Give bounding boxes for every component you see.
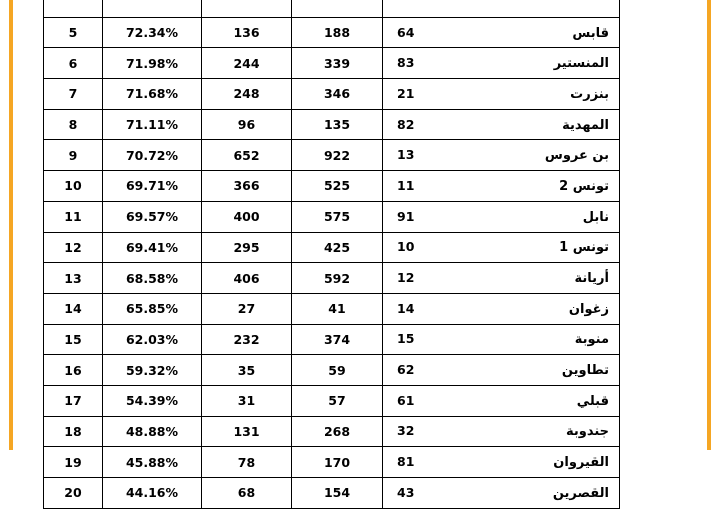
table-row [44, 355, 620, 386]
count-b-cell: 57 [292, 385, 383, 416]
governorate-cell [383, 232, 620, 263]
governorate-cell [383, 109, 620, 140]
governorate-name: المهدية [562, 117, 609, 133]
table-row [44, 232, 620, 263]
rate-cell: 69.57% [103, 201, 202, 232]
governorate-name: تونس 1 [559, 240, 609, 256]
count-b-cell: 374 [292, 324, 383, 355]
count-a-cell: 366 [202, 171, 292, 202]
rate-cell: 72.34% [103, 17, 202, 48]
count-a-cell: 27 [202, 293, 292, 324]
rate-cell: 69.41% [103, 232, 202, 263]
governorate-code: 61 [397, 392, 415, 408]
governorate-cell [383, 293, 620, 324]
count-b-cell: 154 [292, 478, 383, 509]
rank-cell [44, 0, 103, 17]
rate-cell: 68.58% [103, 263, 202, 294]
count-b-cell: 575 [292, 201, 383, 232]
governorate-code: 13 [397, 147, 415, 163]
governorate-cell [383, 0, 620, 17]
governorate-cell [383, 416, 620, 447]
governorate-name: قبلي [576, 393, 609, 409]
count-b-cell [292, 0, 383, 17]
rate-cell: 65.85% [103, 293, 202, 324]
governorate-code: 91 [397, 208, 415, 224]
rate-cell: 54.39% [103, 385, 202, 416]
table-row [44, 201, 620, 232]
count-a-cell: 131 [202, 416, 292, 447]
rate-cell: 44.16% [103, 478, 202, 509]
table-row [44, 385, 620, 416]
count-a-cell: 652 [202, 140, 292, 171]
count-a-cell: 406 [202, 263, 292, 294]
rank-cell: 8 [44, 109, 103, 140]
governorate-cell [383, 447, 620, 478]
governorate-code: 81 [397, 454, 415, 470]
page-frame-left-border [9, 0, 13, 450]
rank-cell: 6 [44, 48, 103, 79]
rank-cell: 14 [44, 293, 103, 324]
count-b-cell: 268 [292, 416, 383, 447]
table-row [44, 324, 620, 355]
table-row [44, 140, 620, 171]
count-b-cell: 922 [292, 140, 383, 171]
count-a-cell: 96 [202, 109, 292, 140]
rank-cell: 10 [44, 171, 103, 202]
governorate-code: 62 [397, 362, 415, 378]
governorate-name: تونس 2 [559, 178, 609, 194]
rate-cell: 71.11% [103, 109, 202, 140]
count-a-cell: 35 [202, 355, 292, 386]
rank-cell: 18 [44, 416, 103, 447]
count-b-cell: 339 [292, 48, 383, 79]
rank-cell: 9 [44, 140, 103, 171]
governorate-cell [383, 385, 620, 416]
table-row [44, 109, 620, 140]
governorate-code: 21 [397, 85, 415, 101]
count-b-cell: 59 [292, 355, 383, 386]
governorate-name: تطاوين [561, 363, 609, 379]
table-row [44, 478, 620, 509]
governorate-code: 83 [397, 55, 415, 71]
table-row [44, 416, 620, 447]
table-row [44, 171, 620, 202]
rank-cell: 16 [44, 355, 103, 386]
table-row [44, 17, 620, 48]
governorate-cell [383, 263, 620, 294]
rank-cell: 20 [44, 478, 103, 509]
table-row [44, 293, 620, 324]
governorate-cell [383, 478, 620, 509]
count-b-cell: 592 [292, 263, 383, 294]
governorate-cell [383, 355, 620, 386]
governorate-name: زغوان [568, 301, 609, 317]
governorate-code: 10 [397, 239, 415, 255]
table-row [44, 447, 620, 478]
rank-cell: 13 [44, 263, 103, 294]
rank-cell: 15 [44, 324, 103, 355]
count-a-cell: 295 [202, 232, 292, 263]
governorate-name: أريانة [574, 271, 609, 287]
count-b-cell: 525 [292, 171, 383, 202]
count-a-cell: 136 [202, 17, 292, 48]
governorate-code: 12 [397, 270, 415, 286]
governorate-code: 15 [397, 331, 415, 347]
governorate-name: منوبة [574, 332, 609, 348]
count-b-cell: 170 [292, 447, 383, 478]
governorate-code: 64 [397, 24, 415, 40]
governorate-cell [383, 79, 620, 110]
governorate-code: 11 [397, 177, 415, 193]
results-table-body [44, 0, 620, 508]
governorate-cell [383, 324, 620, 355]
rank-cell: 17 [44, 385, 103, 416]
count-b-cell: 188 [292, 17, 383, 48]
rank-cell: 12 [44, 232, 103, 263]
rate-cell [103, 0, 202, 17]
rank-cell: 7 [44, 79, 103, 110]
governorate-name: المنستير [553, 56, 609, 72]
governorate-code: 82 [397, 116, 415, 132]
count-a-cell: 244 [202, 48, 292, 79]
count-b-cell: 135 [292, 109, 383, 140]
governorate-cell [383, 48, 620, 79]
rank-cell: 11 [44, 201, 103, 232]
governorate-code: 14 [397, 300, 415, 316]
table-row [44, 263, 620, 294]
governorate-cell [383, 201, 620, 232]
rate-cell: 62.03% [103, 324, 202, 355]
rank-cell: 19 [44, 447, 103, 478]
governorate-code: 32 [397, 423, 415, 439]
governorate-name: القيروان [553, 455, 609, 471]
count-a-cell: 400 [202, 201, 292, 232]
count-a-cell: 232 [202, 324, 292, 355]
rate-cell: 69.71% [103, 171, 202, 202]
governorate-cell [383, 17, 620, 48]
table-row [44, 0, 620, 17]
count-a-cell [202, 0, 292, 17]
count-a-cell: 31 [202, 385, 292, 416]
count-b-cell: 41 [292, 293, 383, 324]
governorate-name: جندوبة [565, 424, 609, 440]
count-a-cell: 68 [202, 478, 292, 509]
governorate-name: قابس [572, 25, 609, 41]
results-table [43, 0, 620, 509]
count-a-cell: 248 [202, 79, 292, 110]
governorate-name: نابل [582, 209, 609, 225]
count-b-cell: 425 [292, 232, 383, 263]
count-a-cell: 78 [202, 447, 292, 478]
governorate-name: بن عروس [544, 148, 609, 164]
governorate-name: بنزرت [570, 86, 609, 102]
governorate-code: 43 [397, 484, 415, 500]
rate-cell: 71.98% [103, 48, 202, 79]
rank-cell: 5 [44, 17, 103, 48]
page-frame-right-border [707, 0, 711, 450]
rate-cell: 70.72% [103, 140, 202, 171]
rate-cell: 59.32% [103, 355, 202, 386]
rate-cell: 71.68% [103, 79, 202, 110]
count-b-cell: 346 [292, 79, 383, 110]
governorate-cell [383, 171, 620, 202]
rate-cell: 45.88% [103, 447, 202, 478]
governorate-cell [383, 140, 620, 171]
table-row [44, 79, 620, 110]
governorate-name: القصرين [552, 485, 609, 501]
rate-cell: 48.88% [103, 416, 202, 447]
table-row [44, 48, 620, 79]
